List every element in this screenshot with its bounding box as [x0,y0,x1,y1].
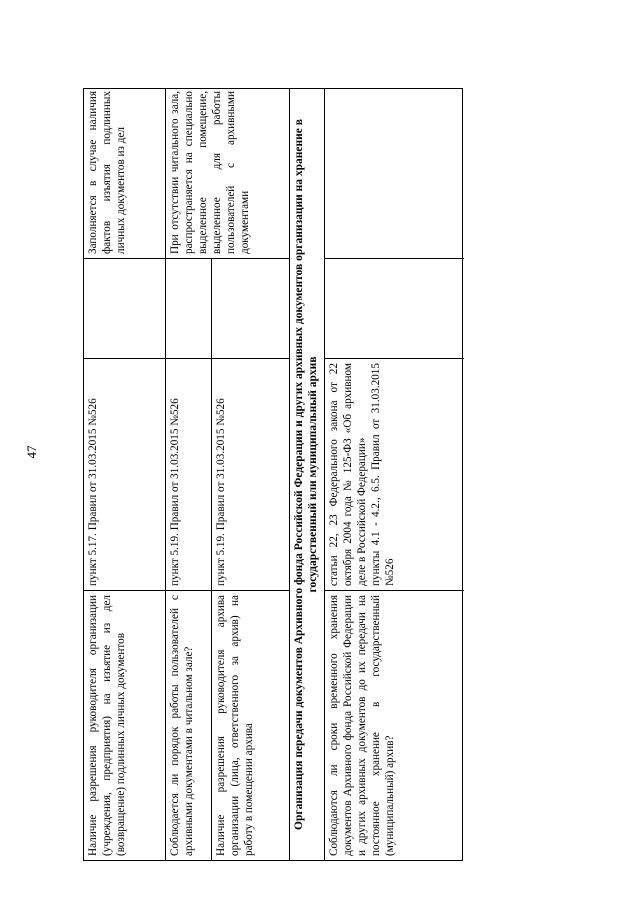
question-group [166,590,289,860]
question-cell: Соблюдаются ли сроки временного хранения документов Архивного фонда Российской Федерации и других архивных документов до их передачи на постоянное хранение в государственный (муниципальный) архив? [325,590,464,860]
basis-cell: пункт 5.17. Правил от 31.03.2015 №526 [84,358,165,590]
answer-cell [166,259,211,358]
note-text: При отсутствии читального зала, распространяется на [169,91,195,254]
inspection-table [83,88,463,861]
note-cell [325,87,464,258]
section-heading-row [290,89,325,860]
table-row-group [166,89,290,860]
answer-cell [84,258,165,358]
basis-cell: пункт 5.19. Правил от 31.03.2015 №526 [211,359,289,590]
table-row [84,89,166,860]
table-row [325,89,464,860]
basis-cell: пункт 5.19. Правил от 31.03.2015 №526 [169,398,181,586]
answer-cell [211,259,289,358]
answer-group [166,258,289,358]
question-cell: Соблюдается ли порядок работы пользователей с архивными документами в читальном зале? [169,595,195,856]
basis-law: статьи 22, 23 Федерального закона от 22 октября 2004 года № 125-ФЗ «Об архивном деле в Российской Федерации» [328,363,368,586]
note-cell [166,87,289,258]
basis-cell [325,358,464,590]
rotated-table-wrapper [83,88,463,861]
note-cell: Заполняется в случае наличия фактов изъятия подлинных личных документов из дел [87,91,127,254]
note-text-continued: специально выделенное помещение, выделенное для работы пользователей с архивными документами [183,90,251,254]
basis-group [166,358,289,590]
question-cell: Наличие разрешения руководителя архива организации (лица, ответственного за архив) на работу в помещении архива [211,591,289,860]
section-title: Организация передачи документов Архивного фонда Российской Федерации и других архивных документов организации на хранение в государственный или муниципальный архив [293,119,319,830]
answer-cell [325,258,464,358]
page-number: 47 [24,445,39,459]
question-cell: Наличие разрешения руководителя организации (учреждения, предприятия) на изъятие из дел (возвращение) подлинных личных документов [84,590,165,860]
basis-rules: пункты 4.1 - 4.2., 6.5. Правил от 31.03.2015 №526 [370,363,396,586]
